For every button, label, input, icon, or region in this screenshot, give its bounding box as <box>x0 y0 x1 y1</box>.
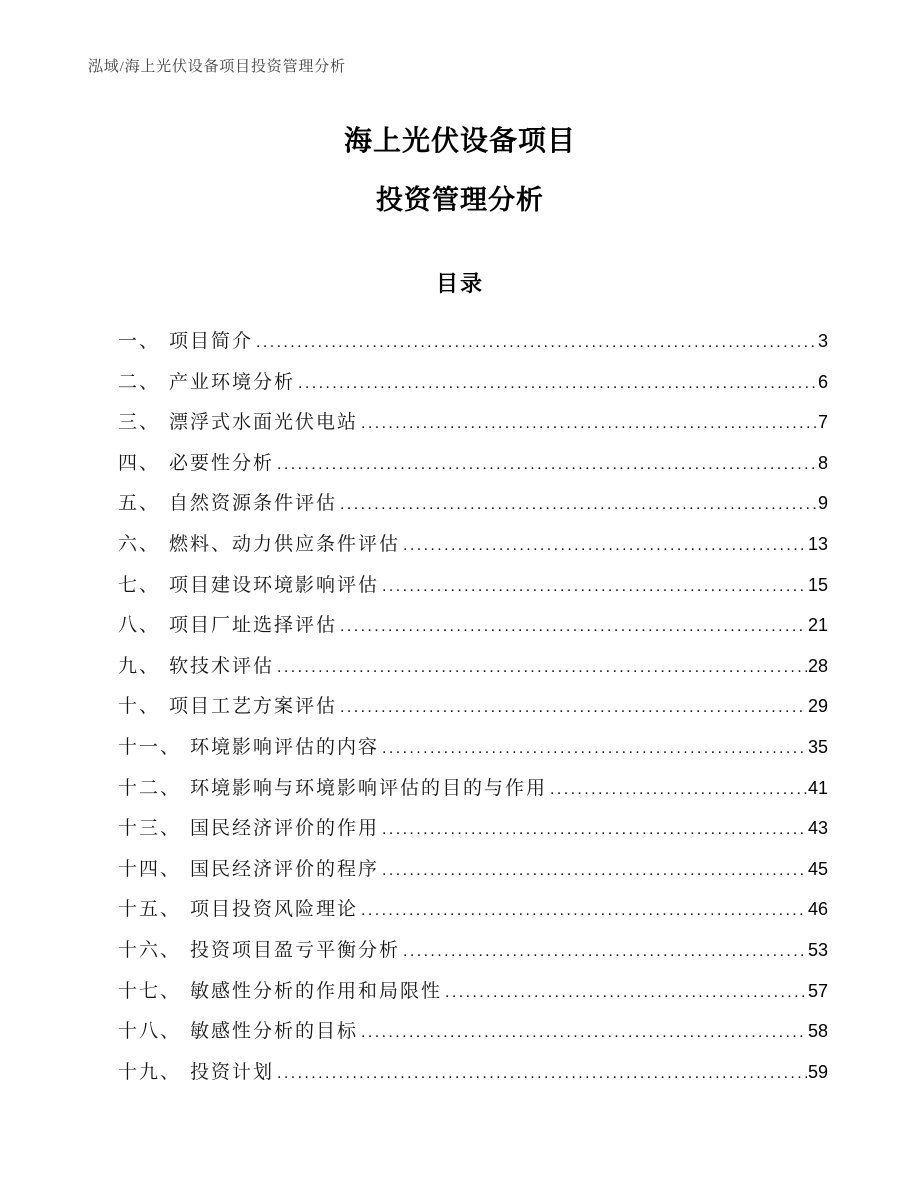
toc-entry-number: 三、 <box>118 412 161 434</box>
toc-entry-title: 投资计划 <box>190 1061 275 1083</box>
document-title-line1: 海上光伏设备项目 <box>343 125 576 156</box>
toc-entry[interactable] <box>118 605 828 646</box>
toc-entry-number: 十八、 <box>118 1021 182 1043</box>
toc-entry-title: 投资项目盈亏平衡分析 <box>190 939 401 961</box>
toc-entry-title: 自然资源条件评估 <box>169 493 338 515</box>
toc-entry-title: 环境影响与环境影响评估的目的与作用 <box>190 777 548 799</box>
toc-entry-number: 五、 <box>118 493 161 515</box>
toc-entry-page: 59 <box>807 1061 828 1082</box>
toc-entry-title: 国民经济评价的程序 <box>190 858 380 880</box>
toc-entry-number: 十五、 <box>118 899 182 921</box>
toc-leader-dots <box>298 363 817 405</box>
toc-entry[interactable] <box>118 362 828 403</box>
toc-entry-title: 敏感性分析的目标 <box>190 1021 359 1043</box>
toc-entry-page: 3 <box>817 331 828 351</box>
toc-leader-dots <box>340 687 807 729</box>
toc-leader-dots <box>403 931 807 973</box>
toc-leader-dots <box>403 525 807 567</box>
toc-leader-dots <box>361 1012 807 1054</box>
toc-entry-number: 十三、 <box>118 818 182 840</box>
toc-entry-title: 软技术评估 <box>169 655 275 677</box>
toc-entry-page: 13 <box>807 533 828 554</box>
toc-entry[interactable] <box>118 646 828 687</box>
toc-entry[interactable] <box>118 808 828 849</box>
toc-leader-dots <box>277 647 807 689</box>
toc-entry-number: 八、 <box>118 615 161 637</box>
document-title-line2: 投资管理分析 <box>376 185 544 215</box>
toc-entry-page: 9 <box>817 493 828 514</box>
toc-entry-title: 必要性分析 <box>169 452 275 474</box>
toc-entry[interactable] <box>118 1052 828 1093</box>
toc-entry-number: 十九、 <box>118 1061 182 1083</box>
toc-heading: 目录 <box>435 271 484 296</box>
toc-entry-title: 项目简介 <box>169 331 254 352</box>
toc-entry-page: 57 <box>807 980 828 1001</box>
toc-list <box>118 321 828 1092</box>
toc-entry-number: 十七、 <box>118 980 182 1002</box>
toc-entry[interactable] <box>118 889 828 930</box>
toc-entry-number: 十六、 <box>118 939 182 961</box>
toc-entry-page: 41 <box>807 777 828 798</box>
toc-entry-number: 七、 <box>118 574 161 596</box>
toc-entry-page: 6 <box>817 371 828 392</box>
toc-entry[interactable] <box>118 930 828 971</box>
toc-entry-page: 29 <box>807 696 828 717</box>
toc-leader-dots <box>382 728 807 770</box>
toc-entry-page: 21 <box>807 615 828 636</box>
toc-entry-number: 六、 <box>118 533 161 555</box>
toc-entry[interactable] <box>118 443 828 484</box>
toc-entry-title: 项目建设环境影响评估 <box>169 574 380 596</box>
toc-leader-dots <box>445 972 807 1014</box>
toc-entry-title: 项目厂址选择评估 <box>169 615 338 637</box>
toc-leader-dots <box>340 484 817 526</box>
toc-entry-title: 国民经济评价的作用 <box>190 818 380 840</box>
toc-leader-dots <box>277 1053 807 1095</box>
toc-leader-dots <box>550 769 807 811</box>
toc-leader-dots <box>256 322 817 364</box>
toc-entry[interactable] <box>118 727 828 768</box>
toc-entry-title: 项目投资风险理论 <box>190 899 359 921</box>
toc-entry-page: 45 <box>807 858 828 879</box>
toc-entry[interactable] <box>118 849 828 890</box>
toc-entry-number: 十、 <box>118 696 161 718</box>
toc-entry-number: 十四、 <box>118 858 182 880</box>
toc-entry-title: 产业环境分析 <box>169 371 296 393</box>
toc-entry-title: 漂浮式水面光伏电站 <box>169 412 359 434</box>
toc-entry-number: 四、 <box>118 452 161 474</box>
toc-entry[interactable] <box>118 1011 828 1052</box>
toc-entry[interactable] <box>118 524 828 565</box>
toc-entry[interactable] <box>118 768 828 809</box>
toc-entry-title: 项目工艺方案评估 <box>169 696 338 718</box>
toc-entry-number: 九、 <box>118 655 161 677</box>
toc-entry-title: 燃料、动力供应条件评估 <box>169 533 401 555</box>
toc-entry-page: 7 <box>817 412 828 433</box>
toc-entry-page: 8 <box>817 452 828 473</box>
toc-entry-page: 43 <box>807 818 828 839</box>
toc-entry-number: 二、 <box>118 371 161 393</box>
toc-leader-dots <box>382 850 807 892</box>
toc-entry[interactable] <box>118 483 828 524</box>
toc-entry-page: 58 <box>807 1021 828 1042</box>
toc-entry-page: 35 <box>807 736 828 757</box>
toc-entry-number: 十一、 <box>118 736 182 758</box>
toc-entry[interactable] <box>118 686 828 727</box>
toc-entry-title: 敏感性分析的作用和局限性 <box>190 980 443 1002</box>
toc-entry-page: 15 <box>807 574 828 595</box>
toc-leader-dots <box>361 403 817 445</box>
toc-entry[interactable] <box>118 402 828 443</box>
toc-entry-page: 53 <box>807 939 828 960</box>
toc-entry-number: 十二、 <box>118 777 182 799</box>
toc-entry-title: 环境影响评估的内容 <box>190 736 380 758</box>
toc-entry[interactable] <box>118 971 828 1012</box>
toc-leader-dots <box>277 444 817 486</box>
toc-entry[interactable] <box>118 321 828 362</box>
toc-leader-dots <box>340 606 807 648</box>
toc-entry-page: 46 <box>807 899 828 920</box>
toc-entry-page: 28 <box>807 655 828 676</box>
document-header: 泓域/海上光伏设备项目投资管理分析 <box>88 59 346 75</box>
toc-entry[interactable] <box>118 565 828 606</box>
toc-leader-dots <box>361 890 807 932</box>
toc-leader-dots <box>382 566 807 608</box>
toc-entry-number: 一、 <box>118 331 161 352</box>
toc-leader-dots <box>382 809 807 851</box>
